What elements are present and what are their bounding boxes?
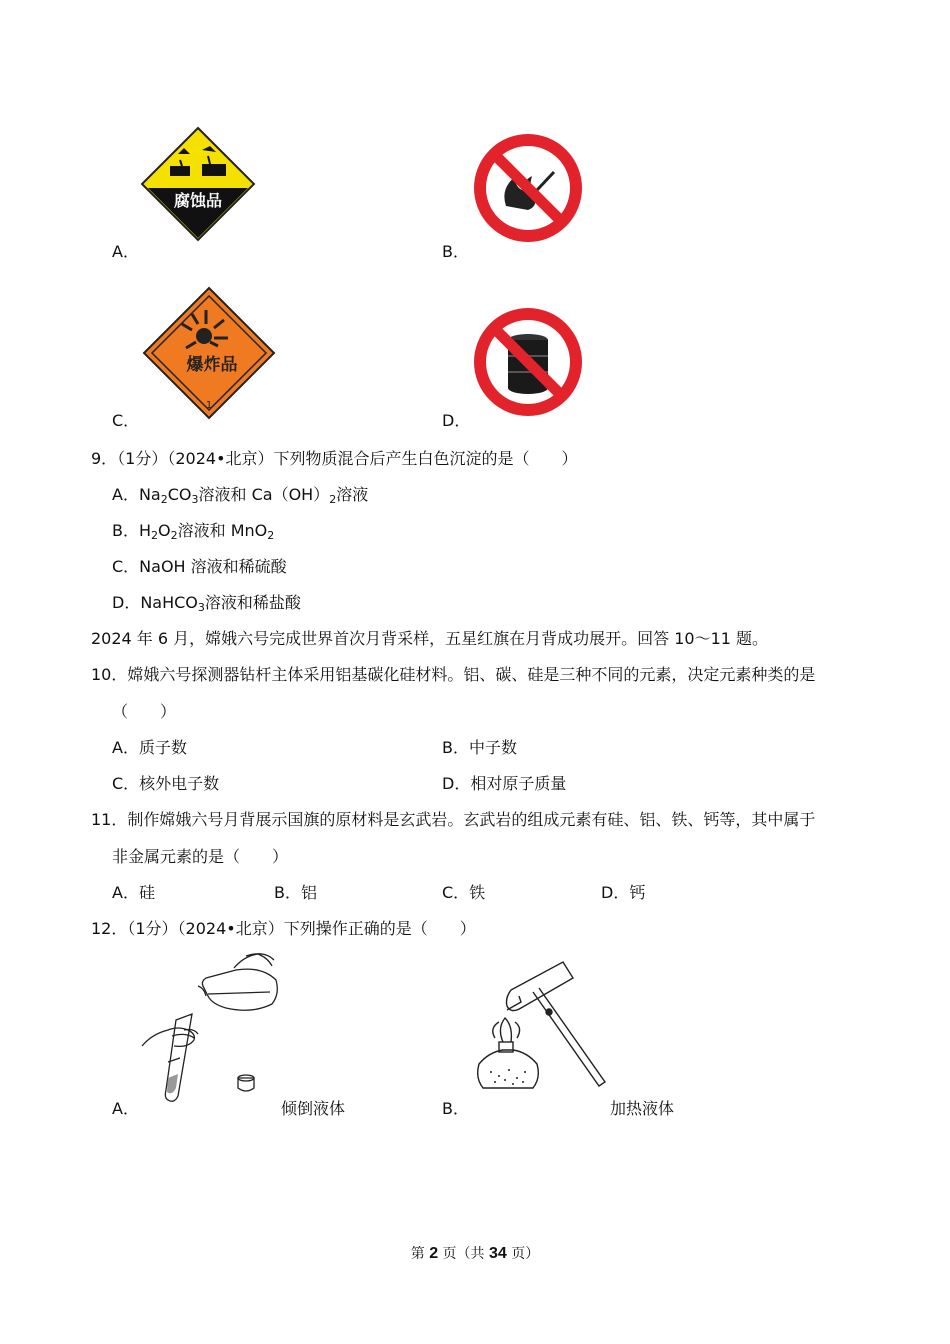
- q9-option-b: B．$H_2O_2$溶液和 MnO$_2$: [112, 521, 275, 542]
- page-number: 2: [429, 1245, 439, 1262]
- option-a-label: A．: [112, 242, 139, 261]
- option-c-label: C．: [112, 411, 140, 430]
- q10-option-a: A．质子数: [112, 738, 187, 757]
- no-open-flame-sign-image: [472, 132, 584, 244]
- q12-option-a-label: A．: [112, 1099, 139, 1118]
- page-footer: 第 2 页（共 34 页）: [410, 1245, 540, 1262]
- q12-option-b-caption: 加热液体: [610, 1099, 675, 1118]
- q9-stem: 9．（1分）（2024•北京）下列物质混合后产生白色沉淀的是（ ）: [91, 449, 578, 468]
- page-total: 34: [489, 1245, 507, 1262]
- q11-stem: 11．制作嫦娥六号月背展示国旗的原材料是玄武岩。玄武岩的组成元素有硅、铝、铁、钙等，其中属于: [91, 810, 816, 829]
- corrosive-sign-text: 腐蚀品: [173, 191, 223, 210]
- q12-option-a-caption: 倾倒液体: [281, 1099, 346, 1118]
- q9-option-a: A．$Na_2CO_3$溶液和 $Ca(OH)_2$溶液: [112, 485, 369, 506]
- option-b-label: B．: [442, 242, 469, 261]
- q11-option-d: D．钙: [601, 883, 646, 902]
- q9-option-c: C．NaOH 溶液和稀硫酸: [112, 557, 287, 576]
- q10-paren: （ ）: [112, 702, 177, 721]
- q11-option-a: A．硅: [112, 883, 155, 902]
- q10-option-c: C．核外电子数: [112, 774, 220, 793]
- q11-option-b: B．铝: [274, 883, 317, 902]
- option-d-label: D．: [442, 411, 471, 430]
- q11-stem-cont: 非金属元素的是（ ）: [112, 847, 289, 866]
- q9-option-d: D．NaHCO$_3$溶液和稀盐酸: [112, 593, 301, 614]
- explosive-sign-text: 爆炸品: [186, 355, 238, 375]
- q10-stem: 10．嫦娥六号探测器钻杆主体采用铝基碳化硅材料。铝、碳、硅是三种不同的元素，决定元素种类的是: [91, 665, 816, 684]
- heating-liquid-illustration: [465, 958, 615, 1108]
- q11-option-c: C．铁: [442, 883, 486, 902]
- pouring-liquid-illustration: [138, 950, 288, 1110]
- q10-option-b: B．中子数: [442, 738, 517, 757]
- explosive-sign-image: [142, 286, 276, 420]
- q12-stem: 12．（1分）（2024•北京）下列操作正确的是（ ）: [91, 919, 476, 938]
- no-barrel-sign-image: [472, 306, 584, 418]
- passage-intro: 2024 年 6 月，嫦娥六号完成世界首次月背采样，五星红旗在月背成功展开。回答 10～11 题。: [91, 629, 769, 648]
- corrosive-sign-image: [140, 126, 256, 242]
- q10-option-d: D．相对原子质量: [442, 774, 567, 793]
- explosive-sign-number: 1: [205, 400, 213, 411]
- q12-option-b-label: B．: [442, 1099, 469, 1118]
